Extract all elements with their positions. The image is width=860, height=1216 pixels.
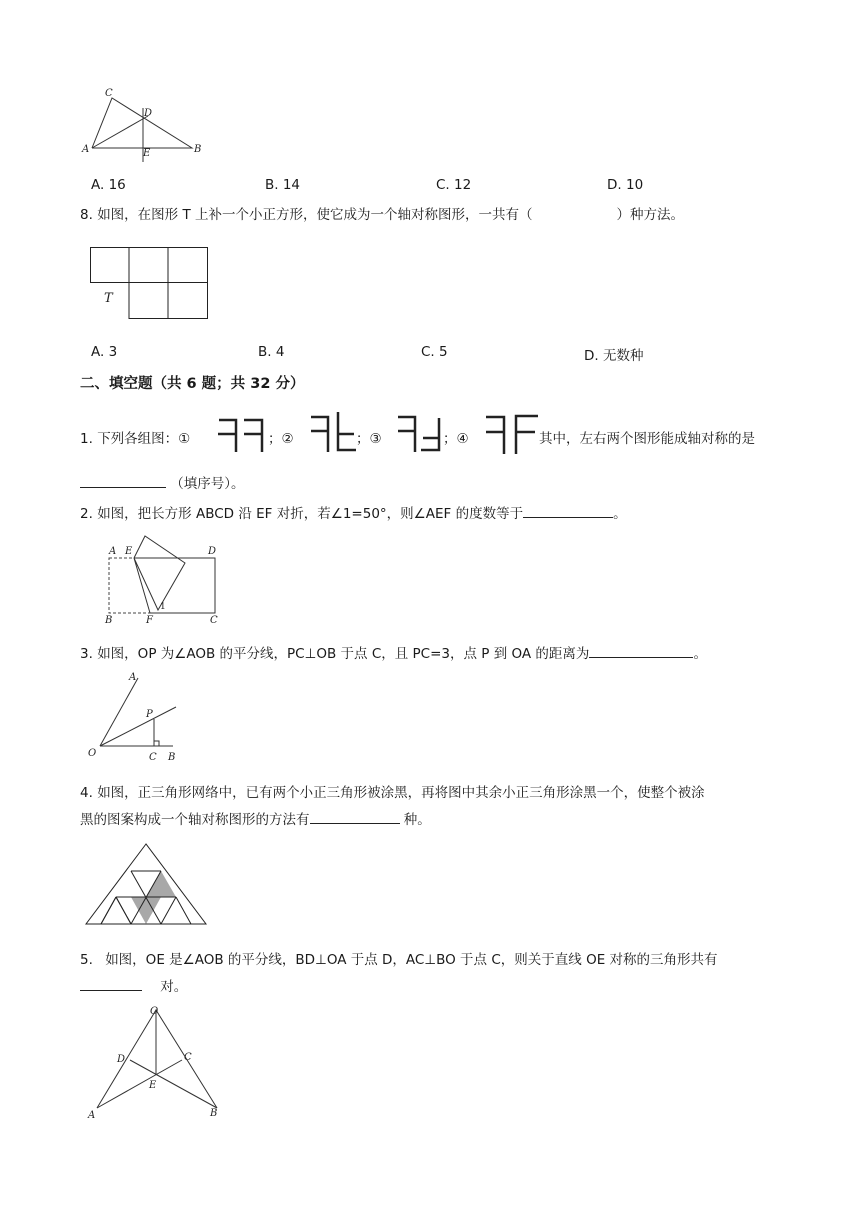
f5-label-e: E [149,1080,157,1091]
f1-glyph-pair-1 [216,412,268,456]
f2-label-1: 1 [160,602,166,612]
f4-number: 4. [80,785,93,801]
f2-label-e: E [125,546,133,557]
f4-line2-a: 黑的图案构成一个轴对称图形的方法有 [80,812,310,828]
f5-label-c: C [184,1052,192,1063]
f3-label-a: A [129,672,137,683]
f1-glyph-pair-4 [483,410,541,458]
f2-label-a: A [109,546,117,557]
f5-label-o: O [150,1006,159,1017]
q8-question [80,203,684,223]
f3-label-c: C [149,752,157,763]
f5-answer-blank[interactable] [80,976,142,991]
f3-end: 。 [693,646,707,662]
f5-label-d: D [117,1054,126,1065]
q7-label-b: B [194,144,202,155]
q7-triangle-outline [92,98,192,148]
f4-question-line1 [80,781,705,801]
f1-text-b: 其中，左右两个图形能成轴对称的是 [539,431,755,447]
q7-option-b[interactable]: B. 14 [265,177,301,193]
f1-line2 [80,472,245,492]
q8-text-after: ）种方法。 [616,207,685,223]
f5-label-a: A [88,1110,96,1121]
f2-rectangle-figure [100,530,230,626]
f1-sep-1: ；② [268,431,294,447]
f3-answer-blank[interactable] [589,643,693,658]
f5-figure [86,1002,236,1120]
q8-option-a[interactable]: A. 3 [91,344,118,360]
f4-line2-b: 种。 [403,812,431,828]
f3-angle-figure [88,670,188,768]
f1-question [80,427,190,447]
f4-question-line2 [80,808,431,828]
f5-number: 5. [80,952,93,968]
q8-number: 8. [80,207,93,223]
f2-label-c: C [210,615,218,626]
f3-label-p: P [146,709,153,720]
section-heading: 二、填空题（共 6 题；共 32 分） [80,376,305,392]
f1-answer-blank[interactable] [80,473,166,488]
f1-text-c: （填序号）。 [170,476,245,492]
q7-label-e: E [143,148,151,159]
f3-number: 3. [80,646,93,662]
f5-line2-b: 对。 [160,979,188,995]
f3-label-b: B [168,752,176,763]
f5-line1: 如图，OE 是∠AOB 的平分线，BD⊥OA 于点 D，AC⊥BO 于点 C，则关于直线 OE 对称的三角形共有 [105,952,718,968]
q7-label-d: D [144,108,153,119]
q8-option-b[interactable]: B. 4 [258,344,285,360]
f4-triangle-grid-figure [84,840,204,930]
f4-shaded-triangle-1 [146,871,176,897]
q7-triangle-figure [80,86,210,164]
f3-question [80,642,707,662]
f2-number: 2. [80,506,93,522]
f2-label-d: D [208,546,217,557]
f5-question-line2 [80,975,187,995]
q8-label-t: T [104,291,113,306]
f1-sep-2: ；③ [356,431,382,447]
f4-shaded-triangle-2 [131,897,161,924]
f2-text: 如图，把长方形 ABCD 沿 EF 对折，若∠1=50°，则∠AEF 的度数等于 [97,506,524,522]
f5-label-b: B [210,1108,218,1119]
f2-label-b: B [105,615,113,626]
f2-question [80,502,627,522]
f3-label-o: O [88,748,97,759]
f1-sep-3: ；④ [443,431,469,447]
q7-label-a: A [82,144,90,155]
q7-option-a[interactable]: A. 16 [91,177,126,193]
q8-text-before: 如图，在图形 T 上补一个小正方形，使它成为一个轴对称图形，一共有（ [97,207,533,223]
q8-option-d[interactable]: D. 无数种 [584,348,644,364]
f1-text-a: 下列各组图：① [97,431,191,447]
q7-label-c: C [105,88,113,99]
f1-glyph-pair-3 [395,410,445,456]
f1-number: 1. [80,431,93,447]
q7-option-c[interactable]: C. 12 [436,177,472,193]
f2-label-f: F [146,615,153,626]
q8-option-c[interactable]: C. 5 [421,344,448,360]
q8-grid-figure [90,247,220,321]
f4-line1: 如图，正三角形网络中，已有两个小正三角形被涂黑，再将图中其余小正三角形涂黑一个，使整个被涂 [97,785,705,801]
f5-question-line1 [80,948,718,968]
f2-end: 。 [613,506,627,522]
f3-text: 如图，OP 为∠AOB 的平分线，PC⊥OB 于点 C，且 PC=3，点 P 到 OA 的距离为 [97,646,590,662]
f1-glyph-pair-2 [308,410,358,456]
f2-answer-blank[interactable] [523,503,613,518]
q7-option-d[interactable]: D. 10 [607,177,644,193]
q7-segment-ad [92,116,148,148]
f4-answer-blank[interactable] [310,809,400,824]
